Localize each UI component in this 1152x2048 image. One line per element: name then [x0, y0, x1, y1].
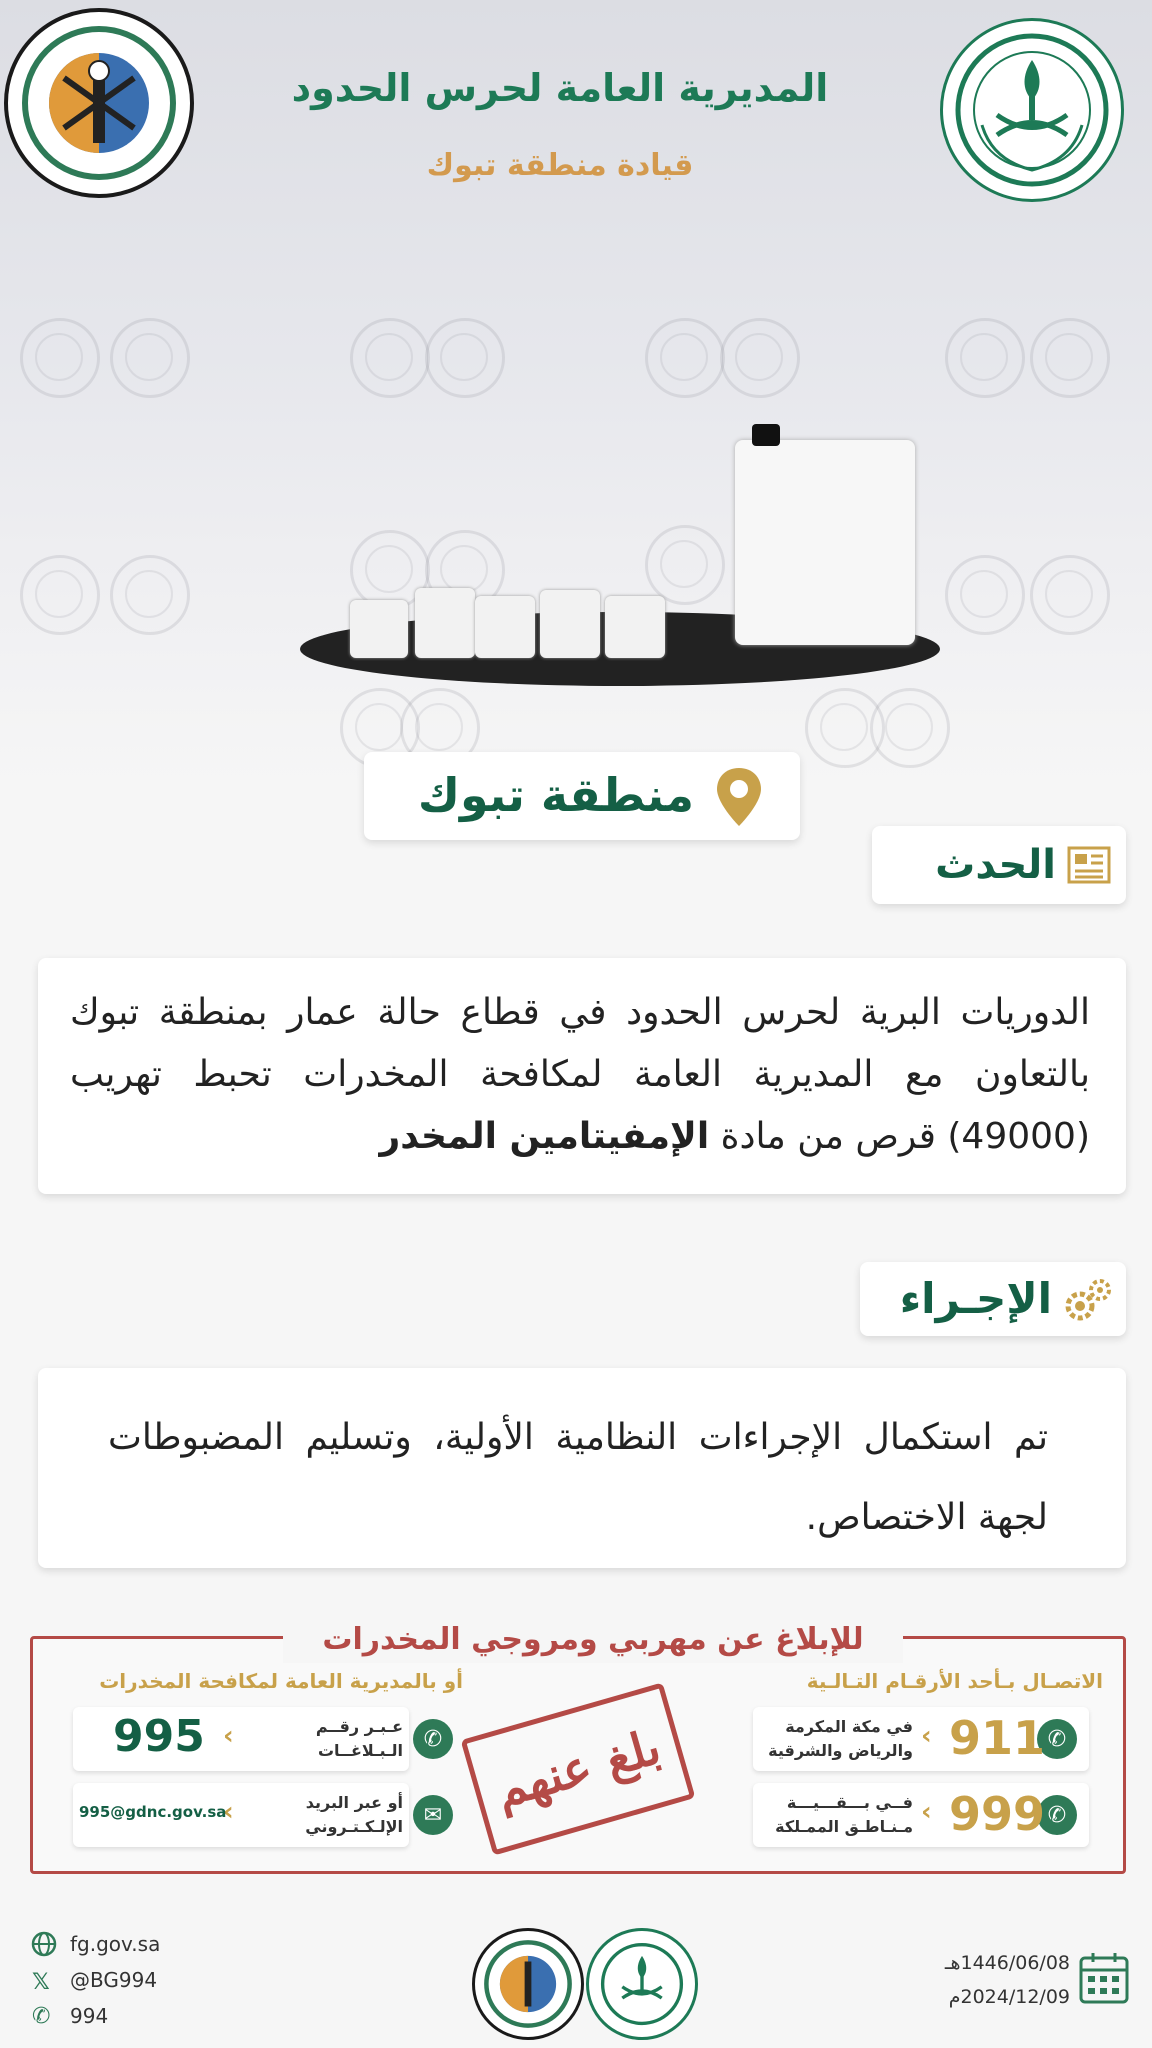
chevron-left-icon: ‹	[223, 1721, 234, 1751]
globe-icon	[30, 1930, 60, 1960]
event-title: الحدث	[935, 842, 1056, 888]
report-email[interactable]: 995@gdnc.gov.sa	[79, 1803, 227, 1821]
event-text-bold: الإمفيتامين المخدر	[379, 1116, 710, 1157]
report-channel-label	[253, 1791, 403, 1839]
footer-website[interactable]: fg.gov.sa	[70, 1932, 161, 1956]
procedure-title-card	[860, 1262, 1126, 1336]
location-pin-icon	[699, 764, 779, 830]
channel-label-line2: الـبـلاغــات	[317, 1741, 403, 1760]
hotline-number: 999	[949, 1787, 1046, 1841]
header-photo	[0, 0, 1152, 790]
hotline-label	[753, 1715, 913, 1763]
channel-label-line1: عـبـر رقــم	[315, 1717, 403, 1736]
watermark-emblem	[20, 555, 100, 635]
report-title: للإبلاغ عن مهربي ومروجي المخدرات	[283, 1617, 903, 1663]
watermark-emblem	[645, 318, 725, 398]
pill-bag	[540, 590, 600, 658]
watermark-emblem	[110, 318, 190, 398]
hotline-label-line1: في مكة المكرمة	[785, 1717, 913, 1736]
footer-date-hijri: 1446/06/08هـ	[944, 1952, 1070, 1974]
procedure-body-card	[38, 1368, 1126, 1568]
report-channel-number: 995	[113, 1711, 205, 1762]
report-left-heading: أو بالمديرية العامة لمكافحة المخدرات	[99, 1669, 463, 1693]
border-guard-emblem-graphic	[19, 23, 179, 183]
hotline-999-row[interactable]	[753, 1783, 1089, 1847]
ministry-emblem-graphic	[952, 30, 1112, 190]
hotline-label-line2: مـنـاطـق الممـلكة	[775, 1817, 913, 1836]
header-title: المديرية العامة لحرس الحدود	[291, 66, 829, 110]
jerrycan-cap	[752, 424, 780, 446]
report-email-row[interactable]	[73, 1783, 443, 1847]
report-box	[30, 1622, 1126, 1874]
watermark-emblem	[1030, 555, 1110, 635]
watermark-emblem	[350, 318, 430, 398]
pill-bag	[605, 596, 665, 658]
location-label: منطقة تبوك	[417, 768, 694, 822]
hotline-label	[753, 1791, 913, 1839]
footer-date-greg: 2024/12/09م	[948, 1986, 1070, 2008]
email-icon: ✉	[413, 1795, 453, 1835]
phone-icon: ✆	[32, 2004, 51, 2029]
watermark-emblem	[945, 318, 1025, 398]
gears-icon	[1060, 1276, 1114, 1324]
watermark-emblem	[720, 318, 800, 398]
chevron-left-icon: ‹	[223, 1797, 234, 1827]
calendar-icon	[1078, 1950, 1130, 2006]
event-title-card	[872, 826, 1126, 904]
phone-icon: ✆	[1037, 1719, 1077, 1759]
report-stamp	[461, 1682, 696, 1855]
hotline-911-row[interactable]	[753, 1707, 1089, 1771]
chevron-left-icon: ‹	[921, 1797, 932, 1827]
report-right-heading: الاتصـال بـأحد الأرقـام التـالـية	[806, 1669, 1103, 1693]
hotline-label-line1: فــي بـــقـــيـــة	[786, 1793, 913, 1812]
watermark-emblem	[1030, 318, 1110, 398]
footer-phone[interactable]: 994	[70, 2004, 109, 2028]
report-995-row[interactable]	[73, 1707, 443, 1771]
footer-border-guard-emblem	[472, 1928, 584, 2040]
watermark-emblem	[870, 688, 950, 768]
watermark-emblem	[425, 318, 505, 398]
watermark-emblem	[110, 555, 190, 635]
channel-label-line1: أو عبر البريد	[305, 1793, 403, 1812]
stamp-text: بلغ عنهم	[489, 1718, 667, 1820]
pill-bag	[415, 588, 475, 658]
watermark-emblem	[20, 318, 100, 398]
watermark-emblem	[945, 555, 1025, 635]
plastic-jerrycan	[735, 440, 915, 645]
event-text-main: الدوريات البرية لحرس الحدود في قطاع حالة عمار بمنطقة تبوك بالتعاون مع المديرية العامة لمكافحة المخدرات تحبط تهريب (49000) قرص من مادة	[70, 992, 1090, 1157]
border-guard-emblem	[4, 8, 194, 198]
footer-x-handle[interactable]: @BG994	[70, 1968, 158, 1992]
phone-icon: ✆	[413, 1719, 453, 1759]
hotline-label-line2: والرياض والشرقية	[768, 1741, 913, 1760]
phone-icon: ✆	[1037, 1795, 1077, 1835]
procedure-title: الإجـراء	[899, 1274, 1052, 1323]
location-card	[364, 752, 800, 840]
newspaper-icon	[1067, 844, 1111, 886]
watermark-emblem	[645, 525, 725, 605]
pill-bag	[350, 600, 408, 658]
x-logo-icon: 𝕏	[32, 1970, 50, 1995]
ministry-of-interior-emblem	[940, 18, 1124, 202]
chevron-left-icon: ‹	[921, 1721, 932, 1751]
header-subtitle: قيادة منطقة تبوك	[426, 148, 694, 183]
report-channel-label	[253, 1715, 403, 1763]
pill-bag	[475, 596, 535, 658]
channel-label-line2: الإلـكـتـروني	[305, 1817, 403, 1836]
footer-ministry-emblem	[586, 1928, 698, 2040]
hotline-number: 911	[949, 1711, 1046, 1765]
event-body-card	[38, 958, 1126, 1194]
event-text	[70, 982, 1090, 1168]
procedure-text: تم استكمال الإجراءات النظامية الأولية، وتسليم المضبوطات لجهة الاختصاص.	[108, 1417, 1048, 1538]
